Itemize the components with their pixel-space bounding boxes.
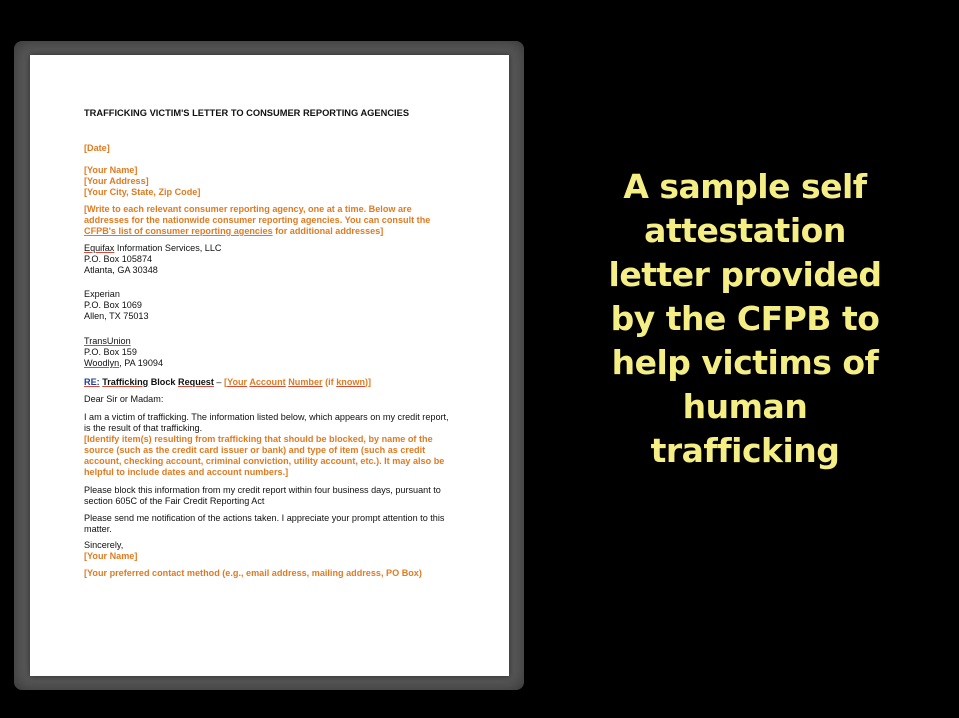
re-placeholder-word: Your xyxy=(227,377,248,387)
your-address-placeholder: [Your Address] xyxy=(84,176,149,186)
agency-box: P.O. Box 159 xyxy=(84,347,137,357)
body-line: matter. xyxy=(84,524,112,534)
body-line: is the result of that trafficking. xyxy=(84,423,203,433)
instruction-line: addresses for the nationwide consumer reporting agencies. You can consult the xyxy=(84,215,431,225)
re-placeholder-bracket: [ xyxy=(224,377,228,387)
body-line: Please send me notification of the actions taken. I appreciate your prompt attention to this xyxy=(84,513,445,523)
body-line: section 605C of the Fair Credit Reporting Act xyxy=(84,496,265,506)
instruction-line-link xyxy=(84,226,383,237)
re-subject-word: Trafficking xyxy=(102,377,149,387)
caption-line: A sample self xyxy=(623,167,867,206)
agency-box: P.O. Box 1069 xyxy=(84,300,142,310)
your-name-placeholder: [Your Name] xyxy=(84,165,138,175)
instruction-tail: for additional addresses] xyxy=(272,226,384,236)
caption xyxy=(590,165,900,473)
caption-line: by the CFPB to xyxy=(610,299,880,338)
salutation: Dear Sir or Madam: xyxy=(84,394,164,404)
caption-line: help victims of xyxy=(611,343,879,382)
re-subject-word: Block xyxy=(148,377,179,387)
letter-page xyxy=(30,55,509,676)
re-line xyxy=(84,377,371,388)
agency-city-rest: , PA 19094 xyxy=(119,358,164,368)
re-placeholder-word: Number xyxy=(288,377,323,387)
identify-items-line: source (such as the credit card issuer or bank) and type of item (such as credit xyxy=(84,445,426,455)
closing: Sincerely, xyxy=(84,540,124,550)
instruction-line: [Write to each relevant consumer reporting agency, one at a time. Below are xyxy=(84,204,412,214)
identify-items-line: helpful to include dates and account numbers.] xyxy=(84,467,289,477)
agency-name-experian: Experian xyxy=(84,289,120,299)
re-placeholder-paren: (if xyxy=(322,377,337,387)
caption-line: letter provided xyxy=(608,255,882,294)
re-label: RE: xyxy=(84,377,100,387)
caption-line: trafficking xyxy=(650,431,840,470)
re-dash: – xyxy=(213,377,225,387)
re-placeholder-word: known xyxy=(336,377,366,387)
agency-name-equifax xyxy=(84,243,222,254)
agency-city: Allen, TX 75013 xyxy=(84,311,149,321)
identify-items-line: [Identify item(s) resulting from trafficking that should be blocked, by name of the xyxy=(84,434,433,444)
identify-items-line: account, checking account, criminal conviction, utility account, etc.). It may also be xyxy=(84,456,445,466)
agency-name-transunion xyxy=(84,336,131,347)
agency-city xyxy=(84,358,163,369)
agency-city: Atlanta, GA 30348 xyxy=(84,265,158,275)
your-city-placeholder: [Your City, State, Zip Code] xyxy=(84,187,201,197)
caption-line: attestation xyxy=(644,211,846,250)
agency-city-underlined: Woodlyn xyxy=(84,358,120,368)
agency-box: P.O. Box 105874 xyxy=(84,254,153,264)
re-placeholder-word: Account xyxy=(249,377,286,387)
letter-title: TRAFFICKING VICTIM'S LETTER TO CONSUMER REPORTING AGENCIES xyxy=(84,108,410,118)
caption-line: human xyxy=(682,387,808,426)
agency-name-underlined: TransUnion xyxy=(84,336,131,346)
closing-name-placeholder: [Your Name] xyxy=(84,551,138,561)
agency-name-underlined: Equifax xyxy=(84,243,115,253)
re-subject-word: Request xyxy=(178,377,214,387)
agency-name-suffix: Information Services, LLC xyxy=(114,243,222,253)
body-line: I am a victim of trafficking. The information listed below, which appears on my credit report, xyxy=(84,412,449,422)
date-placeholder: [Date] xyxy=(84,143,110,153)
body-line: Please block this information from my credit report within four business days, pursuant to xyxy=(84,485,441,495)
re-placeholder-close: )] xyxy=(365,377,372,387)
contact-method-placeholder: [Your preferred contact method (e.g., email address, mailing address, PO Box) xyxy=(84,568,422,578)
cfpb-agencies-link[interactable]: CFPB's list of consumer reporting agencies xyxy=(84,226,273,236)
